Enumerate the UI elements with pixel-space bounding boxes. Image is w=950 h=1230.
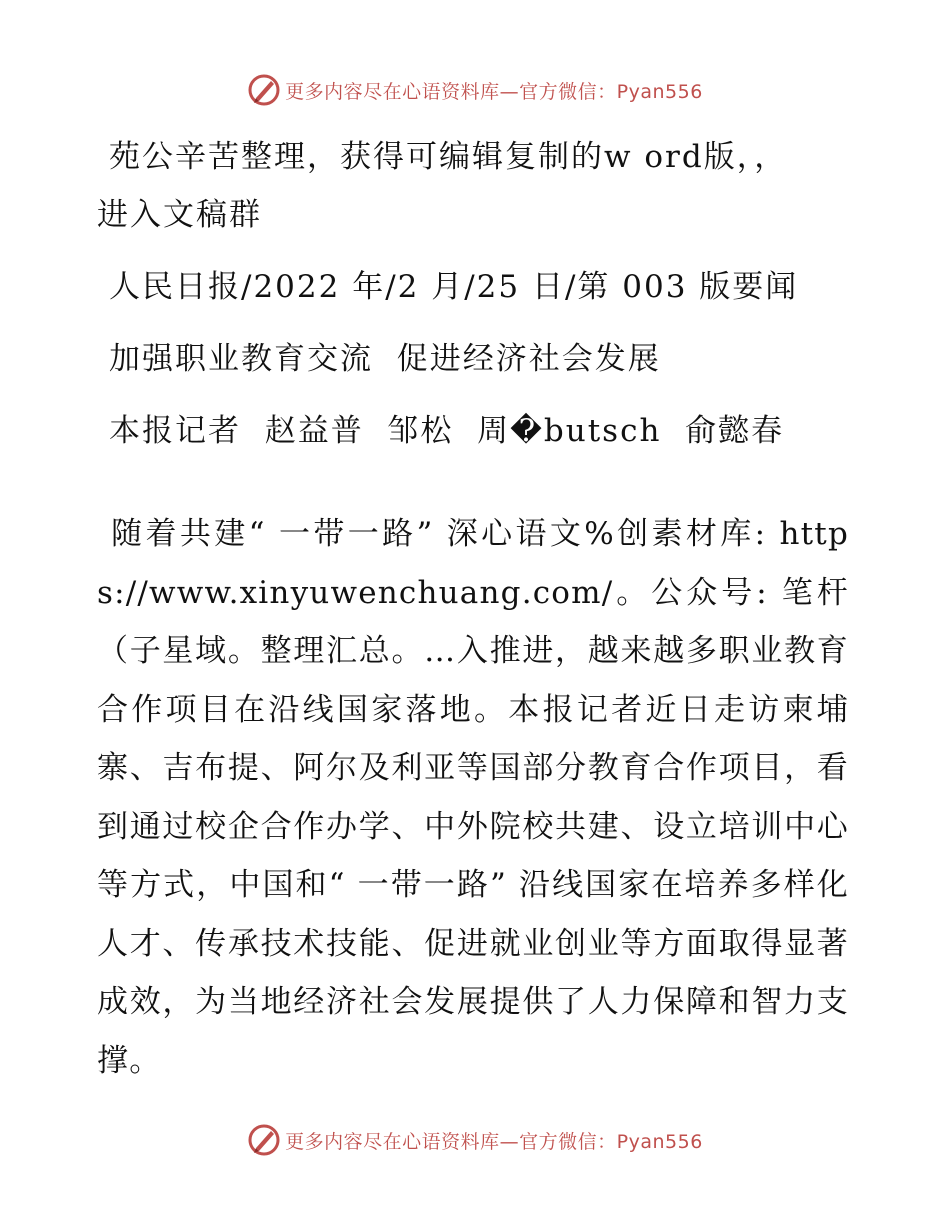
pen-logo-icon bbox=[247, 73, 281, 107]
byline: 本报记者 赵益普 邹松 周�butsch 俞懿春 bbox=[109, 413, 785, 449]
article-body-text: 随着共建“ 一带一路” 深心语文%创素材库: https://www.xinyuwenchuang.com/。公众号: 笔杆（子星域。整理汇总。…入推进，越来越多职业教育合作项目在沿线国家落地。本报记者近日走访柬埔寨、吉布提、阿尔及利亚等国部分教育合作项目，看到通过校企合作办学、中外院校共建、设立培训中心等方式，中国和“ 一带一路” 沿线国家在培养多样化人才、传承技术技能、促进就业创业等方面取得显著成效，为当地经济社会发展提供了人力保障和智力支撑。 bbox=[97, 516, 849, 1079]
header-watermark bbox=[0, 70, 950, 110]
intro-line-1: 苑公辛苦整理，获得可编辑复制的w ord版，， bbox=[109, 139, 788, 175]
article-body bbox=[97, 505, 849, 1090]
document-body bbox=[97, 128, 849, 1121]
headline: 加强职业教育交流 促进经济社会发展 bbox=[109, 341, 661, 377]
pen-logo-icon bbox=[247, 1123, 281, 1157]
watermark-text: 更多内容尽在心语资料库—官方微信：Pyan556 bbox=[285, 1130, 703, 1153]
watermark-text: 更多内容尽在心语资料库—官方微信：Pyan556 bbox=[285, 80, 703, 103]
footer-watermark bbox=[0, 1120, 950, 1160]
source-line: 人民日报/2022 年/2 月/25 日/第 003 版要闻 bbox=[109, 269, 799, 305]
intro-line-2: 进入文稿群 bbox=[97, 197, 262, 233]
